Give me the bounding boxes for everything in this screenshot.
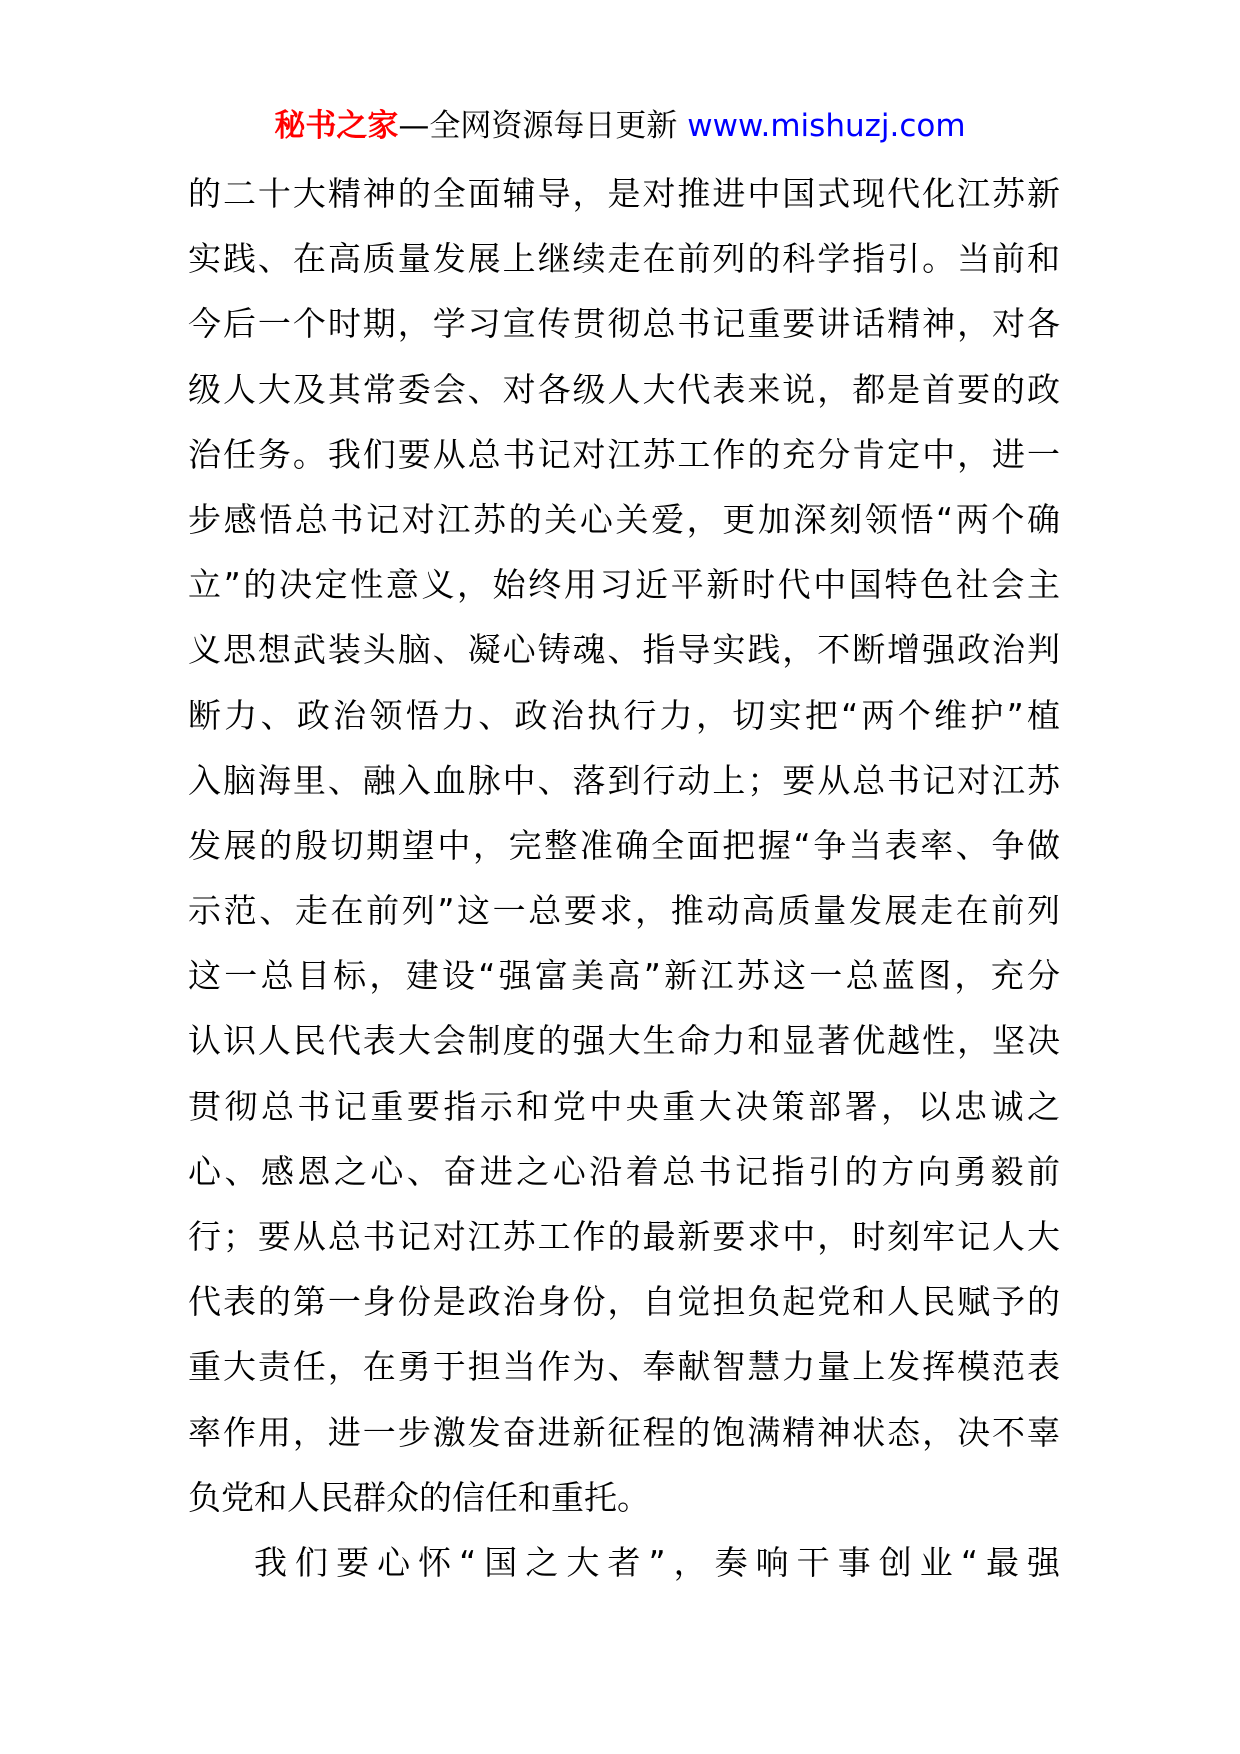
- text-line: 今后一个时期，学习宣传贯彻总书记重要讲话精神，对各: [188, 304, 1060, 344]
- text-line: 断力、政治领悟力、政治执行力，切实把“两个维护”植: [188, 695, 1060, 735]
- text-line: 贯彻总书记重要指示和党中央重大决策部署，以忠诚之: [188, 1086, 1060, 1126]
- text-line: 的二十大精神的全面辅导，是对推进中国式现代化江苏新: [188, 174, 1060, 213]
- text-line: 率作用，进一步激发奋进新征程的饱满精神状态，决不辜: [188, 1412, 1060, 1452]
- text-line: 发展的殷切期望中，完整准确全面把握“争当表率、争做: [188, 825, 1060, 865]
- text-line: 行；要从总书记对江苏工作的最新要求中，时刻牢记人大: [188, 1217, 1060, 1256]
- text-line: 我们要心怀“国之大者”，奏响干事创业“最强: [254, 1542, 1060, 1582]
- text-line: 治任务。我们要从总书记对江苏工作的充分肯定中，进一: [188, 434, 1060, 474]
- text-line: 负党和人民群众的信任和重托。: [188, 1477, 650, 1517]
- text-line: 代表的第一身份是政治身份，自觉担负起党和人民赋予的: [188, 1282, 1060, 1322]
- text-line: 重大责任，在勇于担当作为、奉献智慧力量上发挥模范表: [188, 1347, 1060, 1387]
- document-body: [188, 161, 1060, 1595]
- site-url-link[interactable]: www.mishuzj.com: [687, 108, 966, 144]
- text-line: 步感悟总书记对江苏的关心关爱，更加深刻领悟“两个确: [188, 499, 1060, 539]
- brand-name: 秘书之家: [274, 108, 399, 144]
- text-line: 这一总目标，建设“强富美高”新江苏这一总蓝图，充分: [188, 956, 1060, 996]
- text-line: 心、感恩之心、奋进之心沿着总书记指引的方向勇毅前: [188, 1151, 1060, 1191]
- text-line: 示范、走在前列”这一总要求，推动高质量发展走在前列: [188, 891, 1060, 931]
- text-line: 实践、在高质量发展上继续走在前列的科学指引。当前和: [188, 239, 1060, 279]
- text-line: 义思想武装头脑、凝心铸魂、指导实践，不断增强政治判: [188, 630, 1060, 670]
- text-line: 级人大及其常委会、对各级人大代表来说，都是首要的政: [188, 369, 1060, 409]
- header-tagline: —全网资源每日更新: [398, 108, 688, 144]
- text-line: 入脑海里、融入血脉中、落到行动上；要从总书记对江苏: [188, 760, 1060, 800]
- page-header: [0, 104, 1240, 148]
- text-line: 认识人民代表大会制度的强大生命力和显著优越性，坚决: [188, 1021, 1060, 1061]
- text-line: 立”的决定性意义，始终用习近平新时代中国特色社会主: [188, 565, 1060, 605]
